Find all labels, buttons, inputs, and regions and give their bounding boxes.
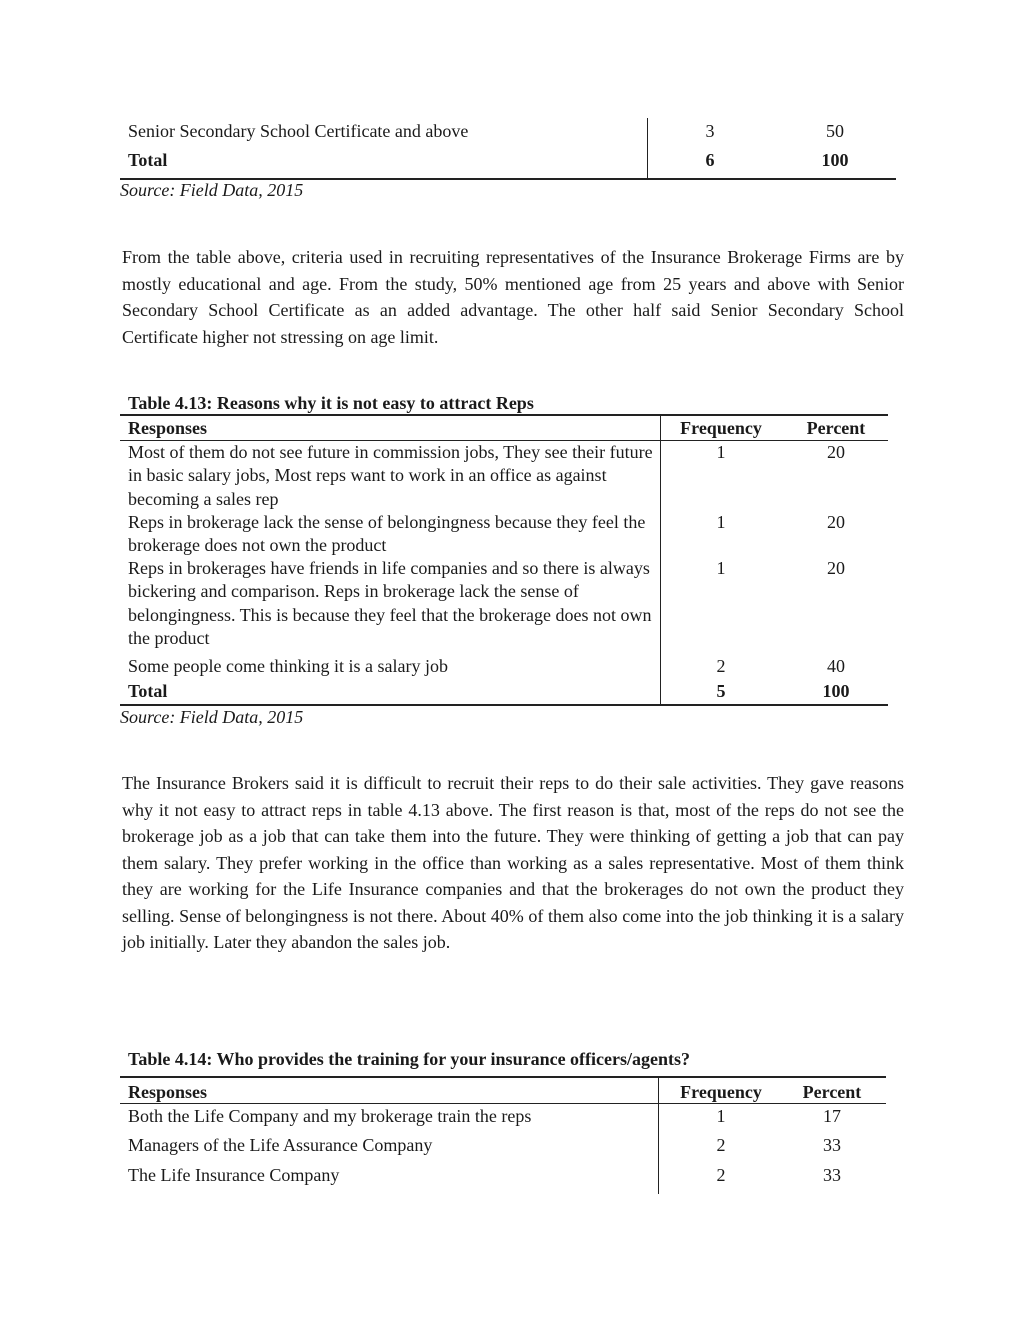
table-row-response: Reps in brokerages have friends in life companies and so there is always bickering and comparison. Reps in brokerage lack the sense of belongingness. This is because they feel that the brokerage does not own the product: [128, 558, 652, 648]
table-row-frequency: 1: [716, 442, 726, 462]
column-divider: [658, 1076, 659, 1194]
table-source-note: Source: Field Data, 2015: [120, 180, 304, 200]
table-cell-percent: 50: [826, 121, 844, 141]
table-source-note: Source: Field Data, 2015: [120, 707, 304, 727]
column-header-percent: Percent: [802, 1082, 862, 1102]
table-4-14: [120, 1076, 886, 1194]
column-divider: [647, 118, 648, 179]
table-row-response: Managers of the Life Assurance Company: [128, 1135, 433, 1155]
table-row-frequency: 2: [716, 1135, 726, 1155]
table-row-frequency: 1: [716, 558, 726, 578]
total-frequency: 5: [716, 681, 726, 701]
table-row-percent: 17: [823, 1106, 841, 1126]
table-row-response: Most of them do not see future in commission jobs, They see their future in basic salary jobs, Most reps want to work in an office as against becoming a sales rep: [128, 442, 653, 509]
total-percent: 100: [821, 150, 849, 170]
table-row-frequency: 1: [716, 1106, 726, 1126]
table-top-rule: [120, 1076, 886, 1078]
header-rule: [120, 1103, 886, 1104]
column-divider: [660, 414, 661, 705]
table-row-response: The Life Insurance Company: [128, 1165, 340, 1185]
column-header-frequency: Frequency: [680, 1082, 762, 1102]
previous-table: [120, 118, 896, 180]
column-header-responses: Responses: [128, 418, 208, 438]
table-cell-response: Senior Secondary School Certificate and above: [128, 121, 469, 141]
table-row-percent: 20: [827, 512, 845, 532]
table-top-rule: [120, 414, 888, 416]
total-frequency: 6: [705, 150, 715, 170]
total-percent: 100: [822, 681, 850, 701]
table-row-percent: 33: [823, 1165, 841, 1185]
table-cell-frequency: 3: [705, 121, 715, 141]
table-row-response: Both the Life Company and my brokerage train the reps: [128, 1106, 532, 1126]
total-label: Total: [128, 150, 168, 170]
table-row-percent: 40: [827, 656, 845, 676]
table-row-response: Reps in brokerage lack the sense of belongingness because they feel the brokerage does not own the product: [128, 512, 646, 556]
table-row-response: Some people come thinking it is a salary job: [128, 656, 448, 676]
body-paragraph: The Insurance Brokers said it is difficult to recruit their reps to do their sale activities. They gave reasons why it not easy to attract reps in table 4.13 above. The first reason is that, most of the reps do not see the brokerage job as a job that can take them into the future. They were thinking of getting a job that can pay them salary. They prefer working in the office than working as a sales representative. Most of them think they are working for the Life Insurance companies and that the brokerages do not own the product they selling. Sense of belongingness is not there. About 40% of them also come into the job thinking it is a salary job initially. Later they abandon the sales job.: [122, 773, 904, 952]
table-row-frequency: 2: [716, 656, 726, 676]
table-row-frequency: 2: [716, 1165, 726, 1185]
column-header-percent: Percent: [806, 418, 866, 438]
table-row-percent: 20: [827, 558, 845, 578]
column-header-responses: Responses: [128, 1082, 208, 1102]
table-row-percent: 20: [827, 442, 845, 462]
body-paragraph: From the table above, criteria used in recruiting representatives of the Insurance Brokerage Firms are by mostly educational and age. From the study, 50% mentioned age from 25 years and above with Senior Secondary School Certificate as an added advantage. The other half said Senior Secondary School Certificate higher not stressing on age limit.: [122, 247, 904, 347]
table-caption: Table 4.14: Who provides the training for your insurance officers/agents?: [128, 1049, 691, 1069]
total-label: Total: [128, 681, 168, 701]
table-row-percent: 33: [823, 1135, 841, 1155]
table-caption: Table 4.13: Reasons why it is not easy to attract Reps: [128, 393, 534, 413]
column-header-frequency: Frequency: [680, 418, 762, 438]
table-4-13: [120, 414, 888, 707]
table-row-frequency: 1: [716, 512, 726, 532]
